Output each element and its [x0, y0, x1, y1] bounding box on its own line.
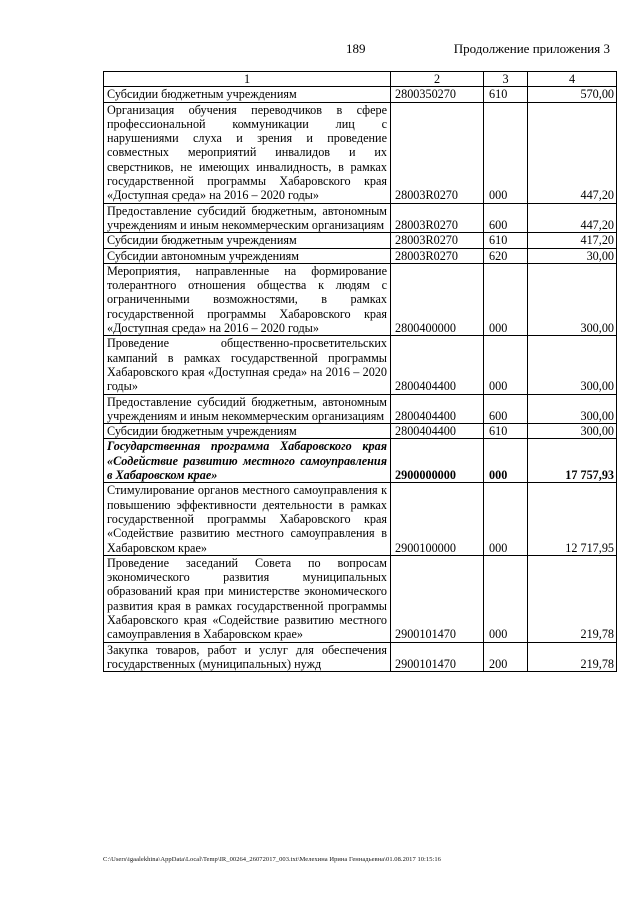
row-expense-type-cell: 600	[484, 203, 528, 233]
page-number: 189	[346, 41, 366, 56]
row-sum-cell: 300,00	[528, 394, 617, 424]
table-row	[104, 394, 617, 424]
row-expense-type-cell: 620	[484, 248, 528, 263]
row-sum-cell: 30,00	[528, 248, 617, 263]
table-row	[104, 102, 617, 203]
row-code-cell: 2900101470	[391, 642, 484, 672]
row-name-cell: Закупка товаров, работ и услуг для обеспечения государственных (муниципальных) нужд	[104, 642, 391, 672]
table-row	[104, 483, 617, 555]
column-header: 4	[528, 72, 617, 87]
row-code-cell: 2800350270	[391, 87, 484, 102]
row-name-cell: Субсидии бюджетным учреждениям	[104, 233, 391, 248]
table-row	[104, 233, 617, 248]
table-row	[104, 555, 617, 642]
row-code-cell: 2900101470	[391, 555, 484, 642]
row-expense-type-cell: 000	[484, 439, 528, 483]
table-row	[104, 336, 617, 394]
row-expense-type-cell: 000	[484, 483, 528, 555]
row-sum-cell: 300,00	[528, 424, 617, 439]
table-body	[104, 72, 617, 672]
budget-table	[103, 71, 617, 672]
row-name-cell: Мероприятия, направленные на формирование толерантного отношения общества к людям с ограниченными возможностями, в рамках государственной программы Хабаровского края «Доступная среда» на 2016 – 2020 годы»	[104, 263, 391, 335]
table-row	[104, 248, 617, 263]
row-name-cell: Предоставление субсидий бюджетным, автономным учреждениям и иным некоммерческим организациям	[104, 203, 391, 233]
row-sum-cell: 447,20	[528, 102, 617, 203]
row-name-cell: Организация обучения переводчиков в сфере профессиональной коммуникации лиц с нарушениями слуха и зрения и проведение совместных мероприятий инвалидов и их сверстников, не имеющих инвалидность, в рамках государственной программы Хабаровского края «Доступная среда» на 2016 – 2020 годы»	[104, 102, 391, 203]
table-header-row	[104, 72, 617, 87]
row-code-cell: 2900000000	[391, 439, 484, 483]
row-expense-type-cell: 000	[484, 102, 528, 203]
column-header: 2	[391, 72, 484, 87]
row-code-cell: 2800404400	[391, 424, 484, 439]
column-header: 1	[104, 72, 391, 87]
row-name-cell: Субсидии бюджетным учреждениям	[104, 87, 391, 102]
continuation-label: Продолжение приложения 3	[453, 41, 610, 56]
file-path-footer: C:\Users\igaalekhina\AppData\Local\Temp\IR_00264_26072017_003.txt\Мелехина Ирина Геннадьевна\01.08.2017 10:15:16	[103, 856, 441, 863]
row-code-cell: 28003R0270	[391, 203, 484, 233]
row-code-cell: 28003R0270	[391, 102, 484, 203]
table-row	[104, 263, 617, 335]
row-code-cell: 28003R0270	[391, 248, 484, 263]
row-expense-type-cell: 000	[484, 555, 528, 642]
row-code-cell: 2800404400	[391, 394, 484, 424]
table-row	[104, 439, 617, 483]
row-sum-cell: 570,00	[528, 87, 617, 102]
table-row	[104, 424, 617, 439]
table-row	[104, 642, 617, 672]
row-expense-type-cell: 610	[484, 424, 528, 439]
row-sum-cell: 219,78	[528, 555, 617, 642]
row-sum-cell: 300,00	[528, 336, 617, 394]
row-code-cell: 2800400000	[391, 263, 484, 335]
row-expense-type-cell: 000	[484, 263, 528, 335]
row-name-cell: Проведение заседаний Совета по вопросам экономического развития муниципальных образований края при министерстве экономического развития края в рамках государственной программы Хабаровского края «Содействие развитию местного самоуправления в Хабаровском крае»	[104, 555, 391, 642]
row-name-cell: Проведение общественно-просветительских кампаний в рамках государственной программы Хабаровского края «Доступная среда» на 2016 – 2020 годы»	[104, 336, 391, 394]
row-expense-type-cell: 610	[484, 233, 528, 248]
column-header: 3	[484, 72, 528, 87]
row-sum-cell: 219,78	[528, 642, 617, 672]
row-code-cell: 2800404400	[391, 336, 484, 394]
row-name-cell: Государственная программа Хабаровского края «Содействие развитию местного самоуправления в Хабаровском крае»	[104, 439, 391, 483]
row-expense-type-cell: 000	[484, 336, 528, 394]
row-sum-cell: 417,20	[528, 233, 617, 248]
row-expense-type-cell: 600	[484, 394, 528, 424]
table-row	[104, 203, 617, 233]
row-name-cell: Стимулирование органов местного самоуправления к повышению эффективности деятельности в рамках государственной программы Хабаровского края «Содействие развитию местного самоуправления в Хабаровском крае»	[104, 483, 391, 555]
row-sum-cell: 17 757,93	[528, 439, 617, 483]
row-name-cell: Субсидии автономным учреждениям	[104, 248, 391, 263]
row-code-cell: 28003R0270	[391, 233, 484, 248]
row-sum-cell: 12 717,95	[528, 483, 617, 555]
row-name-cell: Предоставление субсидий бюджетным, автономным учреждениям и иным некоммерческим организациям	[104, 394, 391, 424]
row-sum-cell: 447,20	[528, 203, 617, 233]
row-name-cell: Субсидии бюджетным учреждениям	[104, 424, 391, 439]
table-row	[104, 87, 617, 102]
row-sum-cell: 300,00	[528, 263, 617, 335]
row-code-cell: 2900100000	[391, 483, 484, 555]
row-expense-type-cell: 610	[484, 87, 528, 102]
row-expense-type-cell: 200	[484, 642, 528, 672]
